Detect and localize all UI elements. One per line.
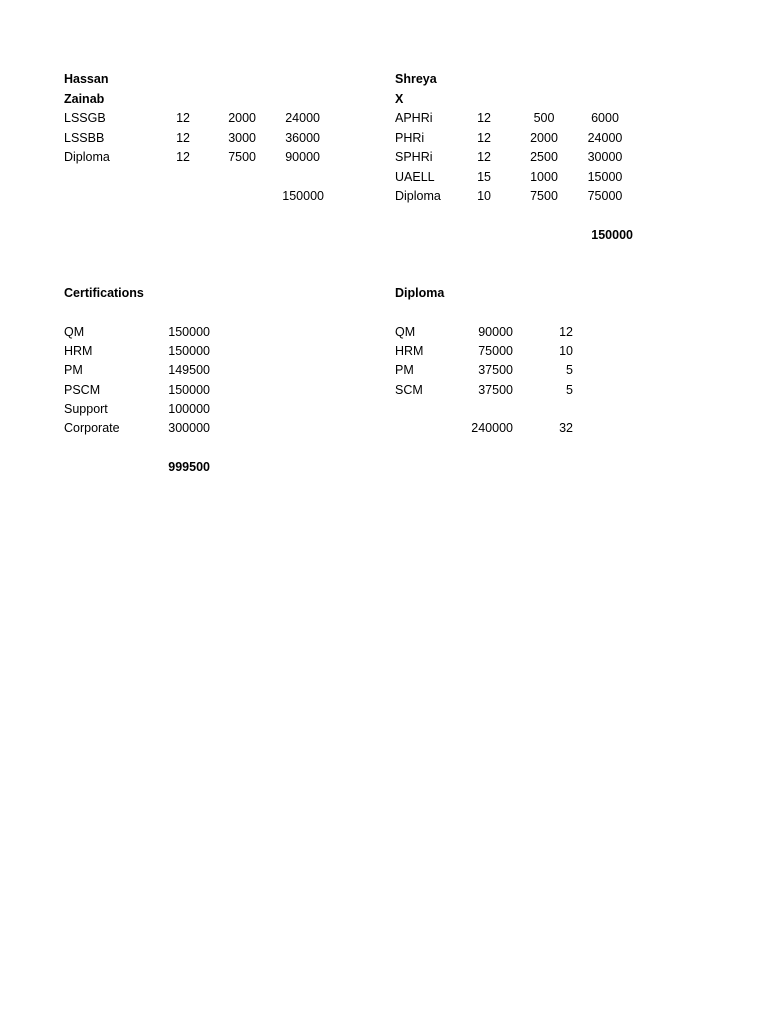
diploma-title: Diploma xyxy=(395,286,445,300)
row-price: 500 xyxy=(533,111,555,125)
row-total: 24000 xyxy=(587,131,623,145)
row-price: 7500 xyxy=(530,189,558,203)
row-label: Diploma xyxy=(395,189,441,203)
row-total: 24000 xyxy=(285,111,320,125)
diploma-row xyxy=(395,341,695,361)
diploma-title-row xyxy=(395,283,695,303)
row-label: SCM xyxy=(395,383,423,397)
row-value: 150000 xyxy=(168,325,210,339)
row-label: PHRi xyxy=(395,131,425,145)
row-price: 3000 xyxy=(228,131,256,145)
row-qty: 12 xyxy=(176,131,190,145)
left-sum-row xyxy=(64,186,364,206)
row-label: Corporate xyxy=(64,421,120,435)
row-label: SPHRi xyxy=(395,150,433,164)
row-qty: 12 xyxy=(477,111,491,125)
diploma-row xyxy=(395,360,695,380)
left-sum-value: 150000 xyxy=(282,189,324,203)
right-name-row-1 xyxy=(395,69,695,89)
row-label: UAELL xyxy=(395,170,435,184)
certifications-row xyxy=(64,399,364,419)
certifications-row xyxy=(64,380,364,400)
right-table-row xyxy=(395,186,695,206)
row-label: QM xyxy=(395,325,416,339)
diploma-sum-row xyxy=(395,418,695,438)
right-table-row xyxy=(395,108,695,128)
row-value: 75000 xyxy=(478,344,513,358)
row-total: 15000 xyxy=(587,170,623,184)
row-label: LSSBB xyxy=(64,131,105,145)
row-label: HRM xyxy=(64,344,93,358)
left-table-row xyxy=(64,108,364,128)
row-label: APHRi xyxy=(395,111,433,125)
row-value: 37500 xyxy=(478,363,513,377)
row-value: 100000 xyxy=(168,402,210,416)
row-price: 2000 xyxy=(530,131,558,145)
diploma-sum-count: 32 xyxy=(559,421,573,435)
left-table-row xyxy=(64,147,364,167)
row-count: 5 xyxy=(566,383,573,397)
diploma-row xyxy=(395,380,695,400)
row-value: 300000 xyxy=(168,421,210,435)
row-qty: 10 xyxy=(477,189,491,203)
left-name-row-2 xyxy=(64,89,364,109)
row-price: 2000 xyxy=(228,111,256,125)
diploma-sum-value: 240000 xyxy=(471,421,513,435)
row-total: 75000 xyxy=(587,189,623,203)
right-name-line-2: X xyxy=(395,92,404,106)
right-name-row-2 xyxy=(395,89,695,109)
certifications-row xyxy=(64,360,364,380)
row-label: Diploma xyxy=(64,150,110,164)
certifications-sum-value: 999500 xyxy=(168,460,210,474)
row-total: 36000 xyxy=(285,131,320,145)
row-count: 12 xyxy=(559,325,573,339)
row-qty: 12 xyxy=(477,150,491,164)
row-label: PM xyxy=(395,363,414,377)
row-label: Support xyxy=(64,402,108,416)
row-value: 150000 xyxy=(168,383,210,397)
right-table-row xyxy=(395,167,695,187)
row-value: 149500 xyxy=(168,363,210,377)
left-name-line-1: Hassan xyxy=(64,72,109,86)
row-price: 1000 xyxy=(530,170,558,184)
right-name-line-1: Shreya xyxy=(395,72,437,86)
row-label: HRM xyxy=(395,344,424,358)
row-label: QM xyxy=(64,325,85,339)
row-qty: 12 xyxy=(176,111,190,125)
right-sum-row xyxy=(395,225,695,245)
certifications-row xyxy=(64,322,364,342)
row-qty: 12 xyxy=(176,150,190,164)
left-name-line-2: Zainab xyxy=(64,92,105,106)
certifications-row xyxy=(64,418,364,438)
left-table-row xyxy=(64,128,364,148)
right-table-row xyxy=(395,128,695,148)
row-value: 150000 xyxy=(168,344,210,358)
row-count: 5 xyxy=(566,363,573,377)
row-label: PSCM xyxy=(64,383,101,397)
row-qty: 15 xyxy=(477,170,491,184)
row-total: 6000 xyxy=(591,111,619,125)
row-total: 30000 xyxy=(587,150,623,164)
row-total: 90000 xyxy=(285,150,320,164)
row-price: 7500 xyxy=(228,150,256,164)
left-name-row-1 xyxy=(64,69,364,89)
certifications-row xyxy=(64,341,364,361)
right-sum-value: 150000 xyxy=(591,228,633,242)
row-count: 10 xyxy=(559,344,573,358)
row-value: 90000 xyxy=(478,325,513,339)
row-label: PM xyxy=(64,363,83,377)
row-price: 2500 xyxy=(530,150,558,164)
certifications-sum-row xyxy=(64,457,364,477)
row-qty: 12 xyxy=(477,131,491,145)
certifications-title: Certifications xyxy=(64,286,144,300)
row-value: 37500 xyxy=(478,383,513,397)
right-table-row xyxy=(395,147,695,167)
diploma-row xyxy=(395,322,695,342)
row-label: LSSGB xyxy=(64,111,106,125)
certifications-title-row xyxy=(64,283,364,303)
